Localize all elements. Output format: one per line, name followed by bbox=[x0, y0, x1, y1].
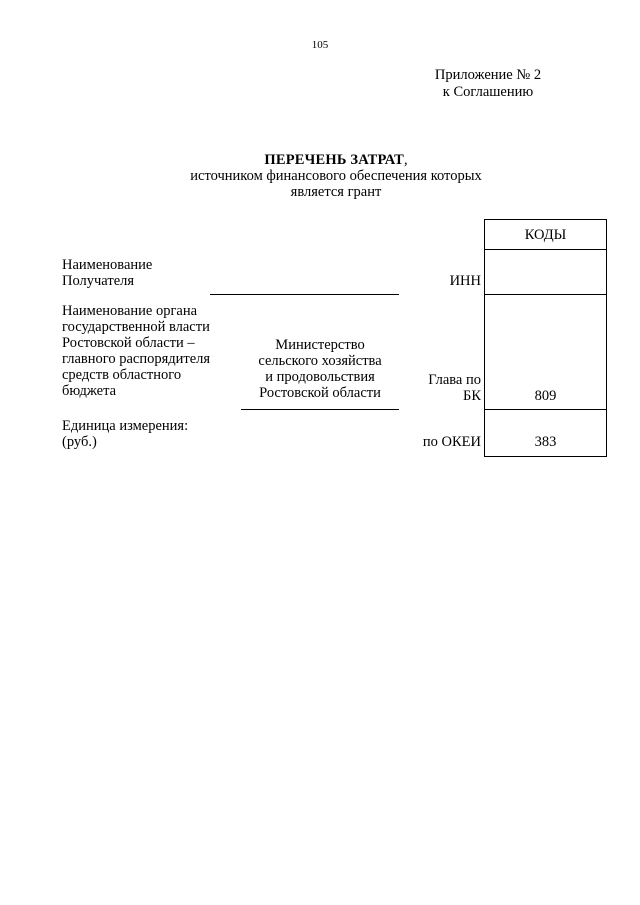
recipient-label bbox=[62, 257, 152, 289]
okei-label: по ОКЕИ bbox=[422, 434, 481, 450]
authority-value-line: и продовольствия bbox=[265, 369, 375, 385]
authority-label-line: Ростовской области – bbox=[62, 335, 195, 351]
annex-line2: к Соглашению bbox=[442, 84, 534, 100]
title-line2: источником финансового обеспечения которых bbox=[190, 168, 482, 184]
title-comma: , bbox=[404, 152, 408, 168]
authority-label-line: Наименование органа bbox=[62, 303, 198, 319]
unit-label bbox=[62, 418, 188, 450]
authority-label-line: бюджета bbox=[62, 383, 117, 399]
document-title bbox=[160, 152, 512, 200]
okei-value: 383 bbox=[534, 434, 557, 450]
budget-code-label-line1: Глава по bbox=[428, 372, 481, 388]
budget-code-label-line2: БК bbox=[463, 388, 481, 404]
authority-underline bbox=[241, 409, 399, 410]
recipient-underline bbox=[210, 294, 399, 295]
codes-divider-2 bbox=[484, 409, 607, 410]
budget-code-value: 809 bbox=[534, 388, 557, 404]
authority-label bbox=[62, 303, 210, 399]
codes-divider-1 bbox=[484, 294, 607, 295]
annex-reference bbox=[426, 67, 550, 101]
authority-label-line: государственной власти bbox=[62, 319, 210, 335]
annex-line1: Приложение № 2 bbox=[434, 67, 542, 83]
recipient-label-line1: Наименование bbox=[62, 257, 153, 273]
unit-label-line1: Единица измерения: bbox=[62, 418, 189, 434]
page-number: 105 bbox=[311, 39, 329, 51]
title-line3: является грант bbox=[290, 184, 382, 200]
authority-value-line: Министерство bbox=[275, 337, 365, 353]
unit-label-line2: (руб.) bbox=[62, 434, 97, 450]
recipient-label-line2: Получателя bbox=[62, 273, 135, 289]
authority-value-line: сельского хозяйства bbox=[258, 353, 382, 369]
codes-header: КОДЫ bbox=[524, 227, 567, 243]
authority-value bbox=[241, 337, 399, 401]
title-bold: ПЕРЕЧЕНЬ ЗАТРАТ bbox=[264, 152, 405, 168]
budget-code-label bbox=[400, 372, 481, 404]
authority-label-line: средств областного bbox=[62, 367, 182, 383]
inn-label: ИНН bbox=[449, 273, 481, 289]
authority-value-line: Ростовской области bbox=[259, 385, 381, 401]
codes-column bbox=[484, 249, 607, 457]
authority-label-line: главного распорядителя bbox=[62, 351, 211, 367]
